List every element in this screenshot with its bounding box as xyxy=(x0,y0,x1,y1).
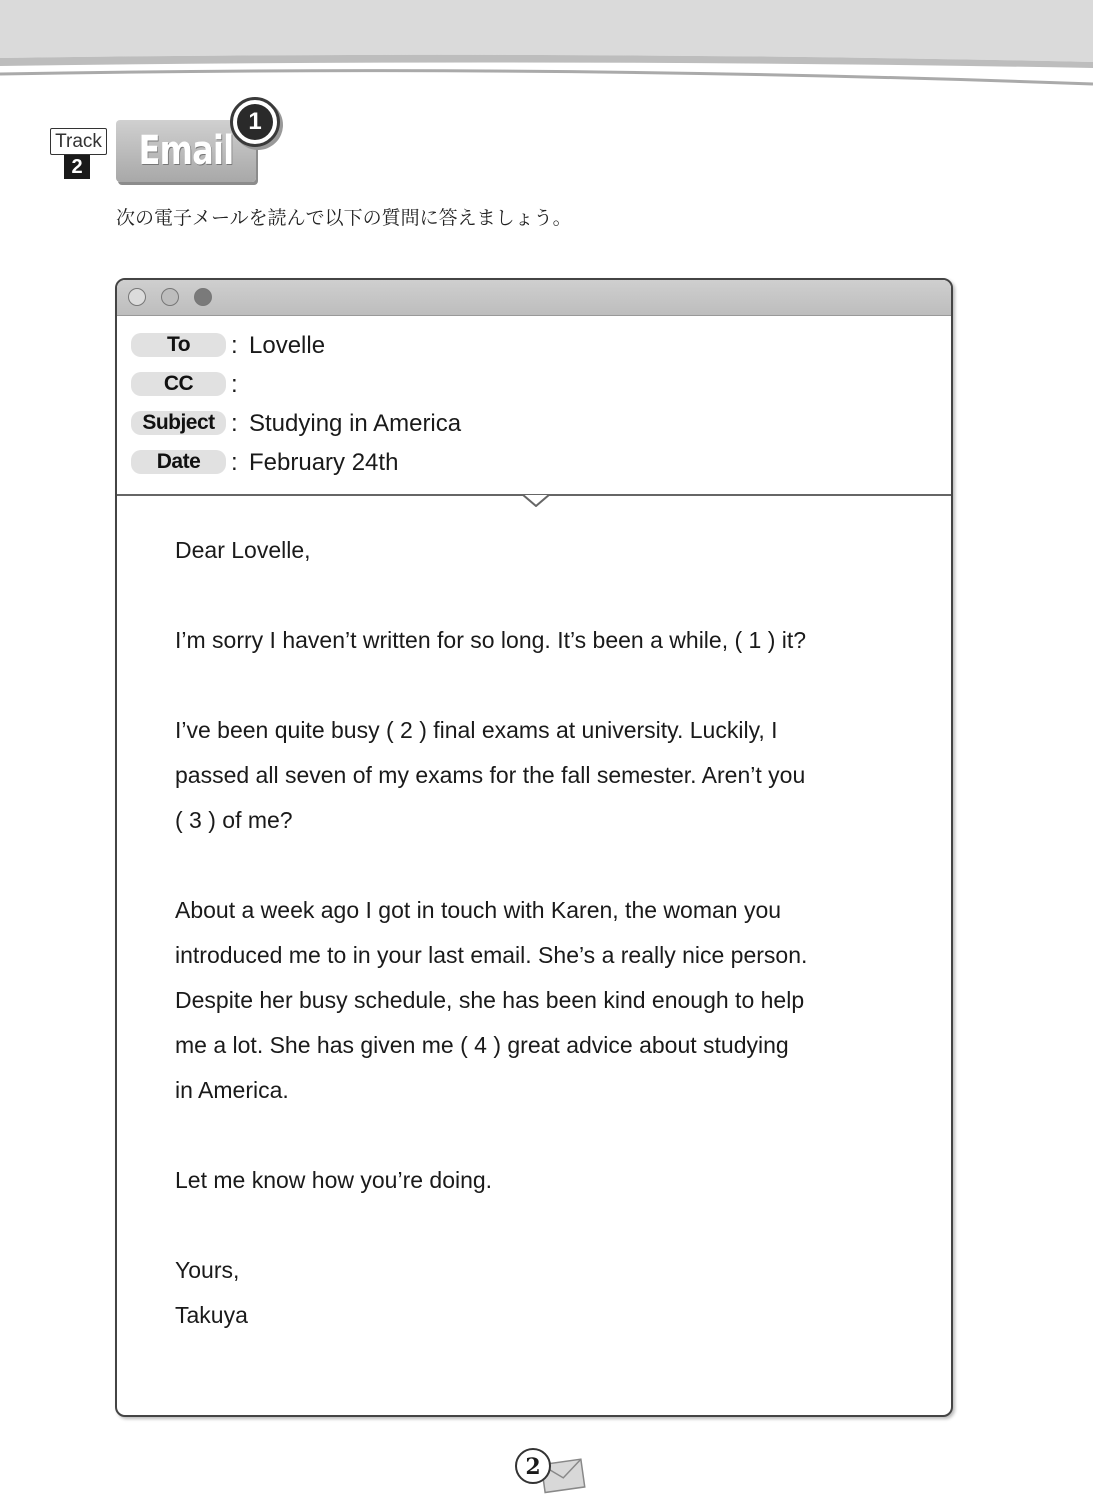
subject-value: Studying in America xyxy=(249,410,462,437)
email-body-line: me a lot. She has given me ( 4 ) great advice about studying xyxy=(175,1032,789,1058)
track-number: 2 xyxy=(64,155,90,179)
subject-colon: : xyxy=(231,410,238,437)
date-colon: : xyxy=(231,449,238,476)
date-value: February 24th xyxy=(249,449,399,476)
date-label: Date xyxy=(131,450,226,474)
email-greeting: Dear Lovelle, xyxy=(175,537,311,563)
email-signature: Takuya xyxy=(175,1302,248,1328)
section-title: Email xyxy=(138,128,234,174)
email-body-line: I’m sorry I haven’t written for so long. It’s been a while, ( 1 ) it? xyxy=(175,627,807,653)
window-close-dot-icon[interactable] xyxy=(128,288,146,306)
email-window xyxy=(115,278,953,1417)
subject-label: Subject xyxy=(131,411,226,435)
window-minimize-dot-icon[interactable] xyxy=(161,288,179,306)
email-body-line: Let me know how you’re doing. xyxy=(175,1167,493,1193)
email-body-line: I’ve been quite busy ( 2 ) final exams at university. Luckily, I xyxy=(175,717,778,743)
to-value: Lovelle xyxy=(249,332,326,359)
to-label: To xyxy=(131,333,226,357)
window-titlebar xyxy=(117,280,951,316)
email-body-line: introduced me to in your last email. She’s a really nice person. xyxy=(175,942,808,968)
episode-number: 1 xyxy=(237,104,273,140)
email-body-line: ( 3 ) of me? xyxy=(175,807,293,833)
cc-label: CC xyxy=(131,372,226,396)
email-body-line: About a week ago I got in touch with Karen, the woman you xyxy=(175,897,782,923)
page-footer xyxy=(515,1448,590,1498)
email-body-line: passed all seven of my exams for the fall semester. Aren’t you xyxy=(175,762,806,788)
track-badge xyxy=(50,128,107,178)
cc-colon: : xyxy=(231,371,238,398)
instruction-text: 次の電子メールを読んで以下の質問に答えましょう。 xyxy=(116,207,572,229)
email-body-line: Despite her busy schedule, she has been kind enough to help xyxy=(175,987,805,1013)
top-banner-swoosh xyxy=(0,0,1093,100)
episode-number-badge xyxy=(230,97,280,147)
page-number: 2 xyxy=(515,1448,551,1484)
track-label: Track xyxy=(50,128,107,155)
to-colon: : xyxy=(231,332,238,359)
email-signoff: Yours, xyxy=(175,1257,240,1283)
window-zoom-dot-icon[interactable] xyxy=(194,288,212,306)
divider-chevron-down-icon xyxy=(522,493,550,507)
email-body-line: in America. xyxy=(175,1077,289,1103)
